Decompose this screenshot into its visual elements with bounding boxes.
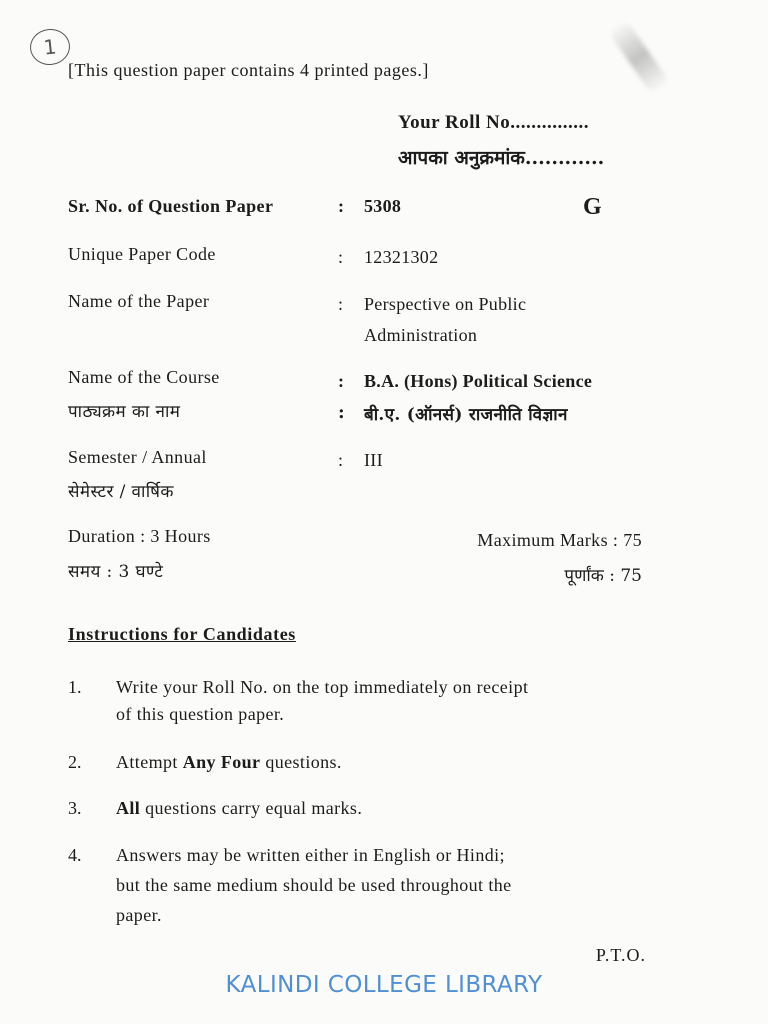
instruction-3-text bbox=[116, 798, 362, 819]
instruction-4-number: 4. bbox=[68, 845, 82, 865]
instruction-1-line1: Write your Roll No. on the top immediately on receipt bbox=[116, 677, 529, 697]
course-name-colon-hindi: : bbox=[338, 402, 345, 423]
course-name-label: Name of the Course bbox=[68, 367, 220, 387]
max-marks-label: Maximum Marks : 75 bbox=[477, 530, 642, 550]
sr-no-value: 5308 bbox=[364, 196, 402, 216]
pto-label: P.T.O. bbox=[595, 945, 646, 965]
paper-code-label: Unique Paper Code bbox=[68, 244, 216, 264]
instruction-4-line2: but the same medium should be used throughout the bbox=[116, 875, 512, 895]
instruction-3-post: questions carry equal marks. bbox=[140, 798, 363, 818]
instruction-1-line2: of this question paper. bbox=[116, 704, 285, 724]
instruction-2-pre: Attempt bbox=[116, 752, 183, 772]
instruction-3-bold: All bbox=[116, 798, 141, 818]
semester-value: III bbox=[364, 450, 383, 470]
paper-name-colon: : bbox=[338, 294, 344, 314]
course-name-label-hindi: पाठ्यक्रम का नाम bbox=[68, 402, 181, 422]
instruction-2-bold: Any Four bbox=[182, 752, 261, 772]
grade-letter: G bbox=[583, 194, 602, 220]
library-footer: KALINDI COLLEGE LIBRARY bbox=[225, 972, 543, 998]
sr-no-label: Sr. No. of Question Paper bbox=[68, 196, 274, 216]
duration-label: Duration : 3 Hours bbox=[68, 526, 211, 546]
semester-label-hindi: सेमेस्टर / वार्षिक bbox=[68, 482, 174, 502]
paper-name-value-line1: Perspective on Public bbox=[364, 294, 527, 314]
course-name-value: B.A. (Hons) Political Science bbox=[364, 371, 593, 391]
paper-name-value-line2: Administration bbox=[364, 325, 478, 345]
instruction-1-number: 1. bbox=[68, 677, 82, 697]
sr-no-colon: : bbox=[338, 196, 344, 216]
ink-smudge bbox=[608, 19, 671, 96]
roll-no-label-hindi: आपका अनुक्रमांक............ bbox=[398, 147, 605, 169]
semester-colon: : bbox=[338, 450, 344, 470]
instruction-4-line1: Answers may be written either in English or Hindi; bbox=[116, 845, 505, 865]
semester-label: Semester / Annual bbox=[68, 447, 207, 467]
max-marks-label-hindi: पूर्णांक : 75 bbox=[564, 566, 642, 586]
paper-code-colon: : bbox=[338, 247, 344, 267]
instruction-4-line3: paper. bbox=[116, 905, 162, 925]
paper-code-value: 12321302 bbox=[364, 247, 439, 267]
instruction-2-post: questions. bbox=[260, 752, 342, 772]
instruction-3-number: 3. bbox=[68, 798, 82, 818]
duration-label-hindi: समय : 3 घण्टे bbox=[68, 562, 164, 582]
instruction-2-number: 2. bbox=[68, 752, 82, 772]
course-name-value-hindi: बी.ए. (ऑनर्स) राजनीति विज्ञान bbox=[364, 405, 568, 425]
header-note: [This question paper contains 4 printed pages.] bbox=[68, 60, 429, 80]
course-name-colon: : bbox=[338, 371, 344, 391]
paper-name-label: Name of the Paper bbox=[68, 291, 210, 311]
instruction-2-text bbox=[116, 752, 342, 773]
instructions-title: Instructions for Candidates bbox=[68, 624, 296, 644]
roll-no-label: Your Roll No............... bbox=[398, 112, 590, 133]
page-number-mark: 1 bbox=[28, 27, 72, 67]
